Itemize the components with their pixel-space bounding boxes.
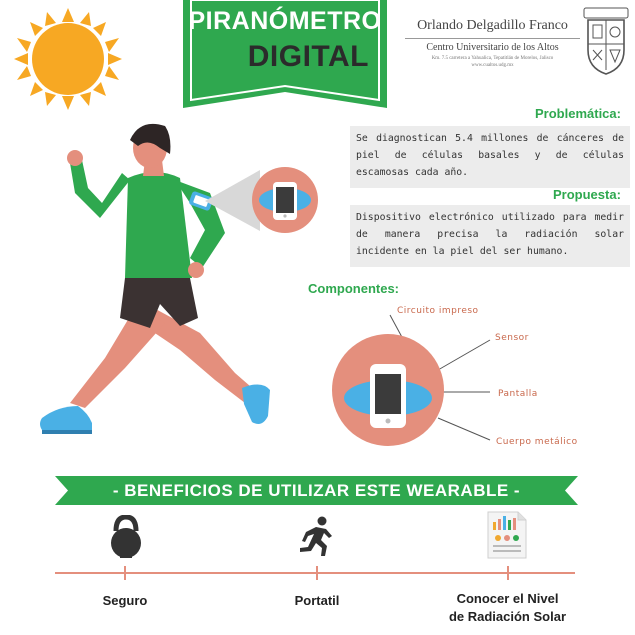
propuesta-heading: Propuesta: (553, 187, 621, 202)
title-line2: DIGITAL (247, 40, 369, 73)
timeline-tick (124, 566, 126, 580)
benefit-label-seguro: Seguro (102, 593, 148, 608)
componentes-heading: Componentes: (308, 281, 399, 296)
report-chart-icon (486, 510, 528, 560)
timeline-tick (507, 566, 509, 580)
components-diagram (320, 300, 630, 460)
title-banner (183, 0, 387, 108)
benefit-label-radiacion (440, 590, 575, 626)
sun-icon (14, 8, 122, 110)
divider (405, 38, 580, 39)
benefits-heading: - BENEFICIOS DE UTILIZAR ESTE WEARABLE - (112, 481, 521, 500)
institution-name: Centro Universitario de los Altos (426, 42, 559, 53)
benefit-label-radiacion-line1: Conocer el Nivel (456, 591, 559, 606)
problematica-text: Se diagnostican 5.4 millones de cánceres de piel de células basales y de células escamosas cada año. (350, 126, 630, 188)
kettlebell-icon (106, 515, 146, 559)
benefit-label-portatil: Portatil (294, 593, 340, 608)
component-label-circuit: Circuito impreso (397, 306, 479, 316)
component-label-sensor: Sensor (495, 333, 529, 343)
author-block (405, 18, 580, 69)
title-line1: PIRANÓMETRO (188, 7, 382, 35)
benefit-label-radiacion-line2: de Radiación Solar (448, 609, 567, 624)
running-person-icon (294, 516, 338, 558)
timeline-tick (316, 566, 318, 580)
institution-address (405, 56, 580, 69)
author-name: Orlando Delgadillo Franco (417, 18, 568, 33)
address-text: Km. 7.5 carretera a Yahualica, Tepatitlán de Morelos, Jalisco (431, 56, 554, 61)
propuesta-text: Dispositivo electrónico utilizado para medir de manera precisa la radiación solar incidente en la piel del ser humano. (350, 205, 630, 267)
problematica-heading: Problemática: (535, 106, 621, 121)
timeline-line (55, 572, 575, 574)
component-label-body: Cuerpo metálico (496, 437, 578, 447)
component-label-screen: Pantalla (498, 389, 538, 399)
university-seal-icon (582, 6, 630, 76)
device-zoom (205, 165, 320, 235)
site-text: www.cualtos.udg.mx (471, 62, 514, 68)
